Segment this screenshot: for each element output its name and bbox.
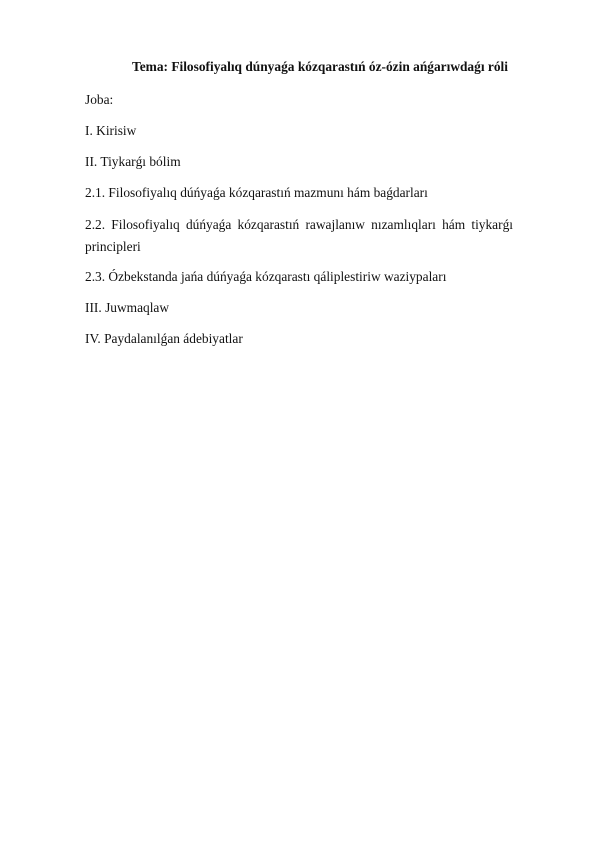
plan-label: Joba: <box>85 92 114 107</box>
page-title: Tema: Filosofiyalıq dúnyaǵa kózqarastıń óz-ózin ańǵarıwdaǵı róli <box>132 59 508 74</box>
plan-item-references: IV. Paydalanılǵan ádebiyatlar <box>85 331 243 346</box>
plan-item-main-part: II. Tiykarǵı bólim <box>85 154 181 169</box>
plan-item-2-1: 2.1. Filosofiyalıq dúńyaǵa kózqarastıń mazmunı hám baǵdarları <box>85 185 428 200</box>
plan-item-2-3: 2.3. Ózbekstanda jańa dúńyaǵa kózqarastı qáliplestiriw waziypaları <box>85 269 447 284</box>
plan-item-2-2 <box>85 214 513 258</box>
plan-item-conclusion: III. Juwmaqlaw <box>85 300 170 315</box>
plan-item-2-2-line-2: principleri <box>85 239 141 254</box>
plan-item-2-2-line-1: 2.2. Filosofiyalıq dúńyaǵa kózqarastıń rawajlanıw nızamlıqları hám tiykarǵı <box>85 217 513 232</box>
plan-content <box>85 90 513 360</box>
plan-item-introduction: I. Kirisiw <box>85 123 137 138</box>
